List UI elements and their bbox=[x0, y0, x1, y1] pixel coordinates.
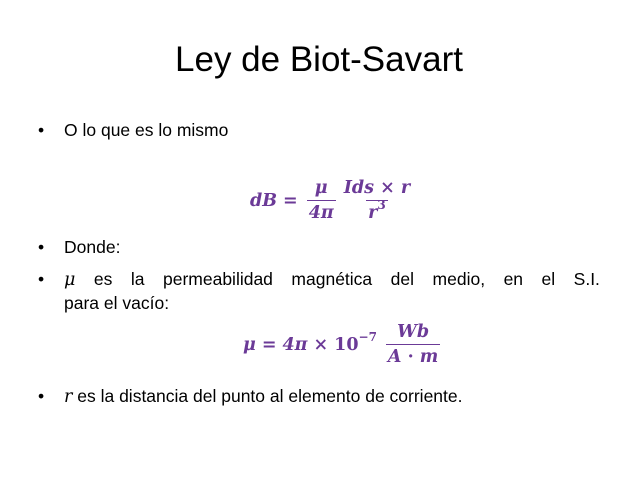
bullet-item-distance bbox=[38, 385, 463, 408]
word: en bbox=[503, 269, 524, 289]
eq-coefficient: 4π bbox=[282, 334, 308, 355]
fraction-mu-over-4pi bbox=[307, 178, 336, 223]
fraction-denominator: 4π bbox=[307, 200, 336, 223]
r-symbol: r bbox=[64, 387, 73, 407]
word: la bbox=[130, 269, 145, 289]
bullet-item-equivalent bbox=[38, 119, 228, 141]
bullet-point-icon: • bbox=[38, 237, 45, 257]
permeability-equation bbox=[243, 322, 443, 367]
fraction-numerator: μ bbox=[314, 178, 328, 198]
word: medio, bbox=[432, 269, 486, 289]
fraction-numerator: Wb bbox=[397, 322, 430, 342]
fraction-cross-product bbox=[342, 178, 412, 223]
word: permeabilidad bbox=[162, 269, 273, 289]
eq-lhs: μ bbox=[243, 334, 256, 355]
word: S.I. bbox=[573, 269, 600, 289]
fraction-units bbox=[386, 322, 440, 367]
mu-symbol: μ bbox=[64, 270, 76, 290]
slide-title: Ley de Biot-Savart bbox=[175, 40, 463, 79]
bullet-item-donde bbox=[38, 236, 120, 258]
bullet-text: Donde: bbox=[64, 237, 121, 257]
word: magnética bbox=[291, 269, 373, 289]
bullet-text: O lo que es lo mismo bbox=[64, 120, 229, 140]
eq-lhs: dB bbox=[250, 190, 278, 211]
bullet-point-icon: • bbox=[38, 386, 45, 406]
eq-times: × bbox=[313, 334, 329, 355]
bullet-item-permeability bbox=[38, 268, 600, 291]
eq-power: $10^{-7}$ bbox=[334, 329, 377, 355]
bullet-text-continuation: para el vacío: bbox=[64, 293, 170, 313]
eq-equals: = bbox=[261, 334, 277, 355]
word: del bbox=[390, 269, 415, 289]
fraction-denominator: A · m bbox=[386, 344, 440, 367]
bullet-point-icon: • bbox=[38, 120, 45, 140]
bullet-text: es la distancia del punto al elemento de corriente. bbox=[77, 386, 463, 406]
eq-equals: = bbox=[283, 190, 298, 211]
biot-savart-equation bbox=[250, 178, 415, 223]
word: es bbox=[93, 269, 113, 289]
bullet-point-icon: • bbox=[38, 269, 45, 289]
fraction-numerator: Ids × r bbox=[343, 178, 411, 198]
fraction-denominator: $r^3$ bbox=[368, 198, 386, 223]
word: el bbox=[541, 269, 556, 289]
